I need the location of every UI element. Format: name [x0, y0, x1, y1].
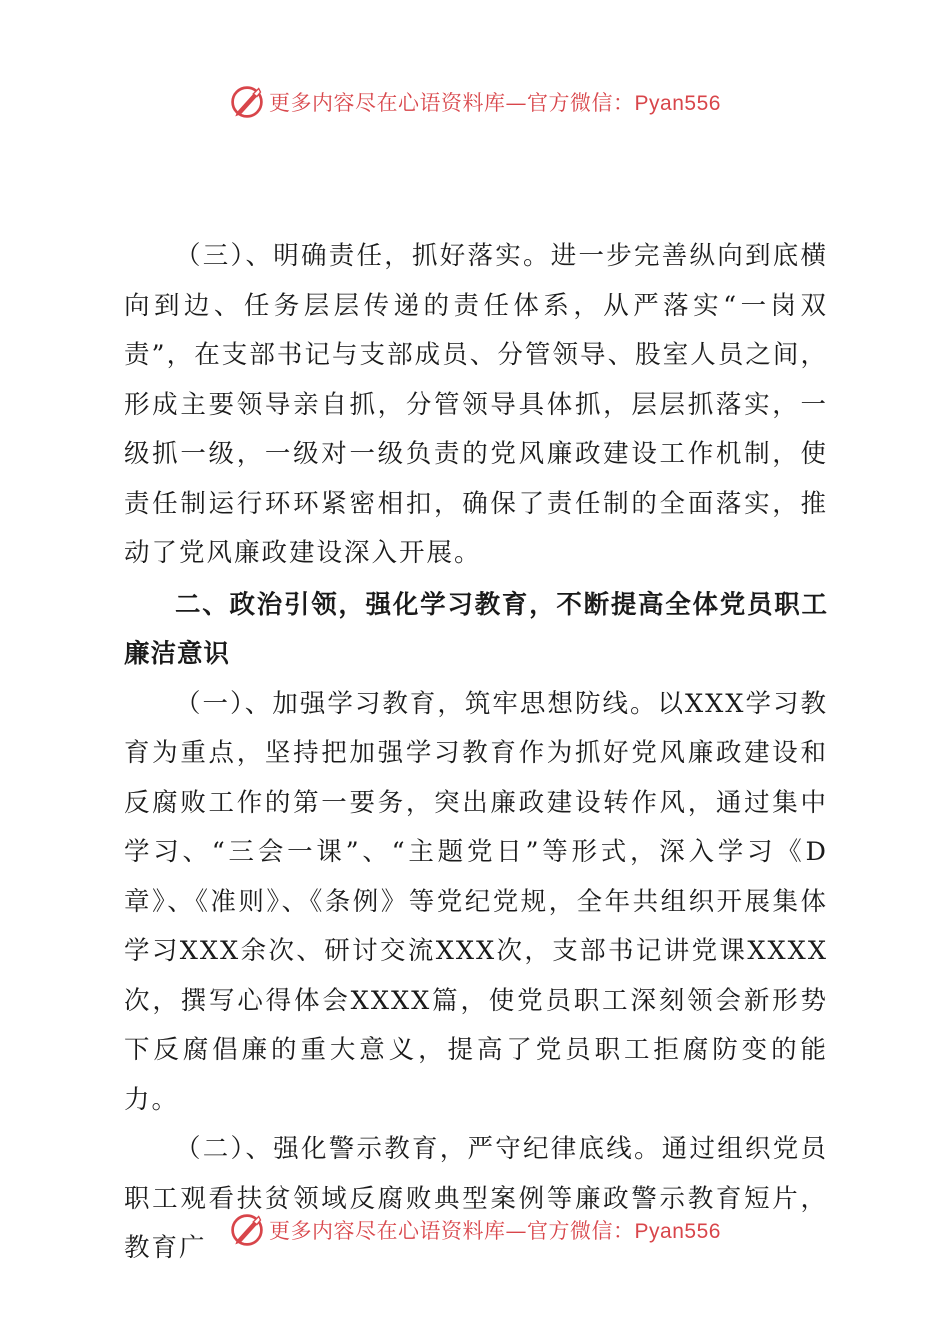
watermark-footer: [0, 1208, 950, 1252]
watermark-text: 更多内容尽在心语资料库—官方微信：: [269, 91, 635, 115]
paragraph-study-education: （一）、加强学习教育，筑牢思想防线。以XXX学习教育为重点，坚持把加强学习教育作为抓好党风廉政建设和反腐败工作的第一要务，突出廉政建设转作风，通过集中学习、“三会一课”、“主题党日”等形式，深入学习《D章》、《准则》、《条例》等党纪党规，全年共组织开展集体学习XXX余次、研讨交流XXX次，支部书记讲党课XXXX次，撰写心得体会XXXX篇，使党员职工深刻领会新形势下反腐倡廉的重大意义，提高了党员职工拒腐防变的能力。: [124, 688, 828, 1115]
watermark-header: [0, 80, 950, 124]
document-body: [124, 232, 828, 1274]
watermark-id: Pyan556: [634, 1220, 721, 1243]
paragraph-warning-education: （二）、强化警示教育，严守纪律底线。通过组织党员职工观看扶贫领域反腐败典型案例等廉政警示教育短片，教育广: [124, 1134, 828, 1263]
paragraph-responsibility: （三）、明确责任，抓好落实。进一步完善纵向到底横向到边、任务层层传递的责任体系，从严落实“一岗双责”，在支部书记与支部成员、分管领导、股室人员之间，形成主要领导亲自抓，分管领导具体抓，层层抓落实，一级抓一级，一级对一级负责的党风廉政建设工作机制，使责任制运行环环紧密相扣，确保了责任制的全面落实，推动了党风廉政建设深入开展。: [124, 241, 828, 568]
pen-logo-icon: [229, 84, 265, 120]
section-heading: 二、政治引领，强化学习教育，不断提高全体党员职工廉洁意识: [124, 589, 828, 669]
watermark-text: 更多内容尽在心语资料库—官方微信：: [269, 1219, 635, 1243]
watermark-id: Pyan556: [634, 92, 721, 115]
pen-logo-icon: [229, 1212, 265, 1248]
